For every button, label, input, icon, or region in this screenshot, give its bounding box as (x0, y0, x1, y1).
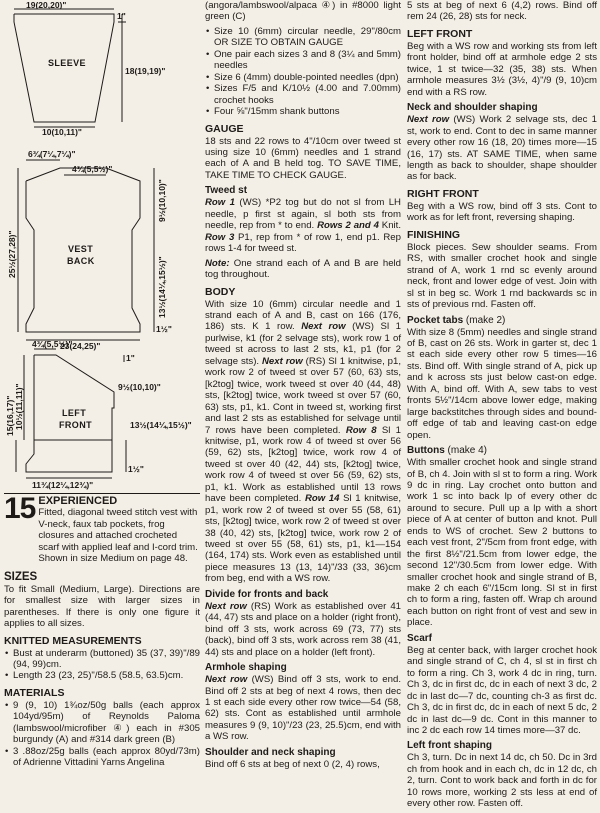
right-front-heading: RIGHT FRONT (407, 187, 479, 200)
measurement-item: • Length 23 (23, 25)"/58.5 (58.5, 63.5)cm. (4, 670, 200, 681)
divide-heading: Divide for fronts and back (205, 588, 329, 600)
front-neck-dim: 10½(11,11)" (14, 383, 24, 430)
left-front-heading: LEFT FRONT (407, 27, 473, 40)
back-width-dim: 23(24,25)" (60, 341, 101, 351)
instruction-text: Knit. (378, 220, 401, 232)
instruction-text: (WS) Bind off 3 sts, work to end. Bind off 2 sts at beg of next 4 rows, then dec 1 st each side every other row twice—54 (58, 62) sts. Cont as established until armhole measures 9 (9, 10)"/23 (23, 25.5)cm, end with a WS row. (205, 674, 401, 743)
row-label: Row 3 (205, 231, 235, 243)
neck-text (407, 114, 597, 183)
left-front-shaping-heading: Left front shaping (407, 740, 492, 752)
right-front-text: Beg with a WS row, bind off 3 sts. Cont to work as for left front, reversing shaping. (407, 200, 597, 224)
body-text (205, 299, 401, 585)
front-top-dim: 4¾(5,5½)" (32, 339, 73, 349)
pocket-text: With size 8 (5mm) needles and single strand of B, cast on 26 sts. Work in garter st, dec 1 st each side every other row 5 times—16 sts. Bind off. With single strand of A, pick up and k across sts just below cast-on edge. With A, bind off. With A, sew tabs to vest fronts 5½"/14cm above lower edge, making large backstitches through sides and bound-off edge of tab and leaving cast-on edge open. (407, 326, 597, 441)
back-to-arm-dim: 13½(14¼,15½)" (157, 256, 167, 318)
scarf-text: Beg at center back, with larger crochet hook and single strand of C, ch 4, sl st in first ch to form a ring. Ch 3, work 4 dc in ring, turn. Ch 3, dc in first dc, dc in each of next 3 dc, 2 dc in last dc—7 dc, counting ch-3 as first dc. Ch 3, dc in first dc, dc in each of next 5 dc, 2 dc in last dc—9 dc. Cont in this manner to inc 2 dc each row 14 times more—37 dc. (407, 644, 597, 737)
skill-level (4, 492, 200, 565)
column-3 (407, 0, 597, 813)
instruction-text: Sl 1 knitwise, p1, work row 4 of tweed st over 56 (59, 62) sts, [k2tog] twice, work row 4 of tweed st over 40 (42, 44) sts, [k2tog] twice, work row 4 of tweed st over 56 (59, 62) sts, p1, k1. Work as established until 13 rows have been completed. (205, 424, 401, 505)
armhole-heading: Armhole shaping (205, 662, 287, 674)
instruction-text: (WS) *P2 tog but do not sl from LH needle, p first st again, sl both sts from needle, rep from * to end. (205, 197, 401, 232)
front-armhole-dim: 9½(10,10)" (118, 382, 161, 392)
schematics (4, 0, 204, 440)
row-label: Row 1 (205, 197, 235, 209)
divide-text (205, 601, 401, 658)
sleeve-cap-dim: 1" (117, 11, 126, 21)
tweed-heading: Tweed st (205, 185, 248, 197)
sizes-heading: SIZES (4, 570, 38, 583)
row-label: Next row (262, 355, 303, 367)
body-heading: BODY (205, 285, 236, 298)
instruction-text: With size 10 (6mm) circular needle and 1 strand each of A and B, cast on 166 (176, 186) sts. K 1 row. (205, 298, 401, 333)
back-armhole-dim: 9½(10,10)" (157, 179, 167, 222)
front-width-dim: 11¾(12¼,12¾)" (32, 480, 94, 490)
sleeve-outline (14, 14, 114, 122)
note-text: Note: One strand each of A and B are held tog throughout. (205, 257, 401, 281)
pocket-heading: Pocket tabs (make 2) (407, 314, 506, 326)
armhole-text (205, 674, 401, 743)
back-hem-dim: 1½" (156, 324, 172, 334)
front-length-dim: 15(16,17)" (5, 395, 15, 436)
material-item: • Size 10 (6mm) circular needle, 29"/80cm OR SIZE TO OBTAIN GAUGE (205, 26, 401, 49)
shoulder-heading: Shoulder and neck shaping (205, 746, 336, 758)
note-label: Note: (205, 257, 230, 269)
sleeve-top-dim: 19(20,20)" (26, 0, 67, 10)
schematic-drawings (4, 0, 204, 440)
material-item: • 3 .88oz/25g balls (each approx 80yd/73m) of Adrienne Vittadini Yarns Angelina (4, 746, 200, 769)
material-item: • One pair each sizes 3 and 8 (3¼ and 5mm) needles (205, 49, 401, 72)
material-item: • 9 (9, 10) 1¾oz/50g balls (each approx 104yd/95m) of Reynolds Paloma (lambswool/microfiber ④) each in #305 burgundy (A) and #314 dark green (B) (4, 700, 200, 746)
left-front-text: Beg with a WS row and working sts from left front holder, bind off at armhole edge 2 sts twice, 1 st twice—32 (35, 38) sts. When armhole measures 3½ (3½, 4)"/9 (9, 10)cm end with a RS row. (407, 40, 597, 98)
instruction-text: P1, rep from * of row 1, end p1. Rep rows 1-4 for tweed st. (205, 231, 401, 255)
buttons-heading: Buttons (make 4) (407, 445, 488, 457)
front-label-1: LEFT (62, 408, 87, 418)
gauge-text: 18 sts and 22 rows to 4"/10cm over tweed st using size 10 (6mm) needles and 1 strand each of A and B held tog. TO SAVE TIME, TAKE TIME TO CHECK GAUGE. (205, 135, 401, 181)
material-item: • Size 6 (4mm) double-pointed needles (dpn) (205, 72, 401, 83)
row-label: Next row (407, 114, 450, 126)
material-item: • Four ⅝"/15mm shank buttons (205, 106, 401, 117)
instruction-text: (RS) Work as established over 41 (44, 47) sts and place on a holder (right front), bind off 3 sts, work across 69 (73, 77) sts (back), bind off 3 sts, work across rem 38 (41, 44) sts and place on a holder (left front). (205, 600, 401, 658)
back-label-1: VEST (68, 244, 94, 254)
gauge-heading: GAUGE (205, 122, 244, 135)
front-label-2: FRONT (59, 420, 92, 430)
column-2 (205, 0, 401, 773)
row-label: Next row (205, 600, 247, 612)
material-item: • Sizes F/5 and K/10½ (4.00 and 7.00mm) crochet hooks (205, 83, 401, 106)
intro-text: Fitted, diagonal tweed stitch vest with V-neck, faux tab pockets, frog closures and attached crocheted scarf with applied leaf and I-cord trim. Shown in size Medium on page 48. (38, 507, 198, 565)
finishing-text: Block pieces. Sew shoulder seams. From RS, with smaller crochet hook and single strand of A, work 1 rnd sc evenly around neck, front and lower edge of vest. Join with sl st in beg sc. Work 1 rnd backwards sc in sts of previous rnd. Fasten off. (407, 241, 597, 311)
instruction-text: (WS) Sl 1 purlwise, k1 (for 2 selvage sts), work row 1 of tweed st across to last 2 sts, k1, p1 (for 2 selvage sts). (205, 321, 401, 367)
buttons-text: With smaller crochet hook and single strand of B, ch 4. Join with sl st to form a ring. Work 9 dc in ring. Lay crochet onto button and work 1 sc into back lp of every other dc around to secure. Pull up a lp with a short piece of A at center of button and knot. Pull ends to WS of crochet. Sew 2 buttons to each vest front, 2"/5cm from front edge, with the first 8½"/21.5cm from lower edge, the second 12"/30.5cm from lower edge. With smaller crochet hook and single strand of B, make 2 ch each 6"/15cm long. Sl st in first ch to form a ring, fasten off. Wrap ch around each button on right front of vest and sew in place. (407, 457, 597, 629)
level-label: EXPERIENCED (38, 495, 118, 507)
neck-heading: Neck and shoulder shaping (407, 102, 538, 114)
materials-continued: (angora/lambswool/alpaca ④) in #8000 light green (C) (205, 0, 401, 23)
sleeve-bottom-dim: 10(10,11)" (42, 127, 82, 137)
left-front-shaping-text: Ch 3, turn. Dc in next 14 dc, ch 50. Dc in 3rd ch from hook and in each ch, dc in 12 dc, ch 2, turn. Cont to work back and forth in dc for 10 rows more, working 2 sts less at end of every other row. Fasten off. (407, 752, 597, 810)
sleeve-height-dim: 18(19,19)" (125, 66, 166, 76)
instruction-text: (WS) Work 2 selvage sts, dec 1 st, work to end. Cont to dec in same manner every other row 16 (18, 20) times more—15 (16, 17) sts. AT SAME TIME, when same length as back to shoulder, shape shoulder as for back. (407, 114, 597, 183)
finishing-heading: FINISHING (407, 228, 461, 241)
level-number: 15 (4, 492, 36, 525)
back-label-2: BACK (67, 256, 95, 266)
row-label: Next row (301, 321, 346, 333)
shoulder-continued: 5 sts at beg of next 6 (4,2) rows. Bind off rem 24 (26, 28) sts for neck. (407, 0, 597, 23)
scarf-heading: Scarf (407, 632, 433, 644)
back-neck-dim: 4¾(5,5½)" (72, 164, 113, 174)
measurements-heading: KNITTED MEASUREMENTS (4, 634, 142, 647)
sleeve-label: SLEEVE (48, 58, 86, 68)
row-label: Row 14 (304, 493, 340, 505)
column-1-text (4, 492, 200, 769)
front-to-arm-dim: 13½(14¼,15½)" (130, 420, 192, 430)
shoulder-text: Bind off 6 sts at beg of next 0 (2, 4) rows, (205, 758, 380, 770)
measurement-item: • Bust at underarm (buttoned) 35 (37, 39)"/89 (94, 99)cm. (4, 648, 200, 671)
instruction-text: (RS) Sl 1 knitwise, p1, work row 2 of tweed st over 57 (60, 63) sts, [k2tog] twice, work tweed st over 40 (44, 48) sts, [k2tog] twice, work tweed st over 57 (60, 63) sts, p1, k1. Cont in tweed st, working first and last 2 sts as established for selvage until 7 rows have been completed. (205, 355, 401, 436)
row-label: Row 8 (345, 424, 377, 436)
materials-heading: MATERIALS (4, 686, 65, 699)
row-label: Next row (205, 674, 248, 686)
instruction-text: Sl 1 knitwise, p1, work row 2 of tweed st over 55 (58, 61) sts, [k2tog] twice, work row 2 of tweed st over 38 (40, 42) sts, [k2tog] twice, work row 2 of tweed st over 55 (58, 61) sts, p1, k1—154 (164, 174) sts. Work even as established until piece measures 13 (13, 14)"/33 (33, 36)cm from beg, end with a WS row. (205, 493, 401, 585)
front-hem-dim: 1½" (128, 464, 144, 474)
tweed-text (205, 197, 401, 254)
row-label: Rows 2 and 4 (317, 220, 379, 232)
back-shoulder-dim: 6¾(7¼,7¼)" (28, 149, 76, 159)
back-length-dim: 25½(27,28)" (7, 230, 17, 278)
front-top-edge-dim: 1" (126, 353, 135, 363)
sizes-text: To fit Small (Medium, Large). Directions are for smallest size with larger sizes in parentheses. If there is only one figure it applies to all sizes. (4, 583, 200, 630)
